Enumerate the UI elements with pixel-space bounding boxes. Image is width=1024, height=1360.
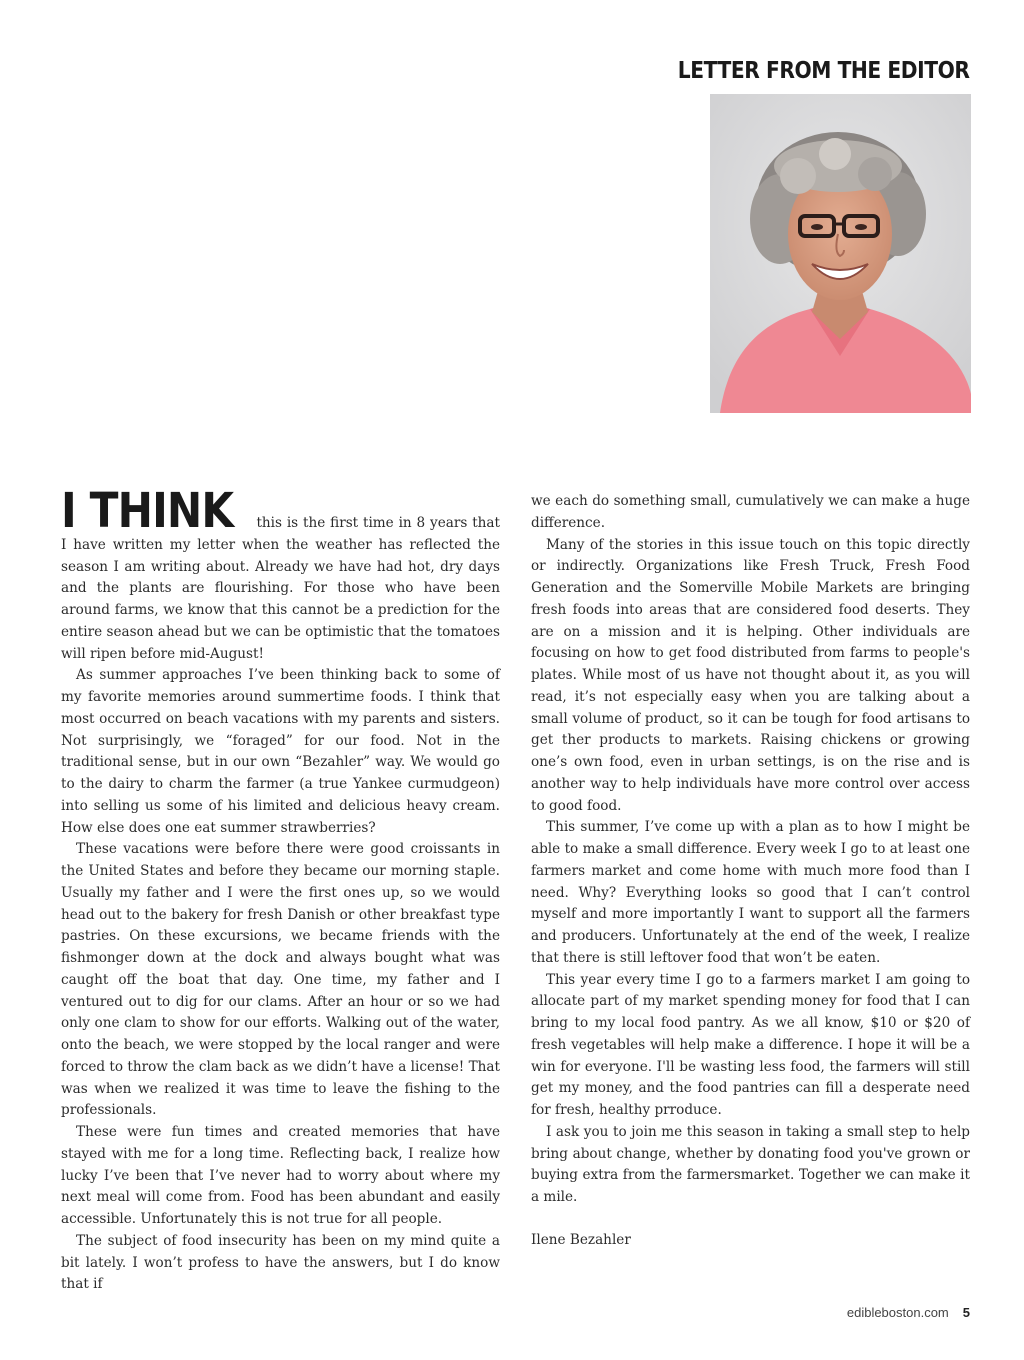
site-url: edibleboston.com — [846, 1305, 949, 1320]
article-column-right — [531, 491, 970, 1252]
section-title: LETTER FROM THE EDITOR — [678, 58, 970, 84]
article-paragraph: I ask you to join me this season in taking a small step to help bring about change, whether by donating food you've grown or buying extra from the farmersmarket. Together we can make it a mile. — [531, 1123, 970, 1205]
paragraph-text: this is the first time in 8 years that I have written my letter when the weather has reflected the season I am writing about. Already we have had hot, dry days and the plants are flourishing. For those who have been around farms, we know that this cannot be a prediction for the entire season ahead but we can be optimistic that the tomatoes will ripen before mid-August! — [61, 515, 500, 662]
article-paragraph: These vacations were before there were good croissants in the United States and before they became our morning staple. Usually my father and I were the first ones up, so we would head out to the bakery for fresh Danish or other breakfast type pastries. On these excursions, we became friends with the fishmonger down at the dock and always bought what was caught off the boat that day. One time, my father and I ventured out to dig for our clams. After an hour or so we had only one clam to show for our efforts. Walking out of the water, onto the beach, we were stopped by the local ranger and were forced to throw the clam back as we didn’t have a license! That was when we realized it was time to leave the fishing to the professionals. — [61, 841, 500, 1119]
article-paragraph: Many of the stories in this issue touch on this topic directly or indirectly. Organizations like Fresh Truck, Fresh Food Generation and the Somerville Mobile Markets are bringing fresh foods into areas that are considered food deserts. They are on a mission and it is helping. Other individuals are focusing on how to get food distributed from farms to people's plates. While most of us have not thought about it, as you will read, it’s not especially easy when you are talking about a small volume of product, so it can be tough for food artisans to get ther products to markets. Raising chickens or growing one’s own food, even in urban settings, is on the rise and is another way to help individuals have more control over access to good food. — [531, 536, 970, 814]
portrait-illustration — [710, 94, 971, 413]
author-signature: Ilene Bezahler — [531, 1231, 631, 1248]
article-paragraph: we each do something small, cumulatively we can make a huge difference. — [531, 493, 970, 531]
article-paragraph: The subject of food insecurity has been on my mind quite a bit lately. I won’t profess to have the answers, but I do know that if — [61, 1232, 500, 1293]
article-paragraph: These were fun times and created memories that have stayed with me for a long time. Reflecting back, I realize how lucky I’ve been that I’ve never had to worry about where my next meal will come from. Food has been abundant and easily accessible. Unfortunately this is not true for all people. — [61, 1124, 500, 1227]
article-paragraph — [61, 483, 500, 665]
editor-portrait-photo — [710, 94, 971, 413]
article-paragraph: This year every time I go to a farmers market I am going to allocate part of my market spending money for food that I can bring to my local food pantry. As we all know, $10 or $20 of fresh vegetables will help make a difference. I hope it will be a win for everyone. I'll be wasting less food, the farmers will still get my money, and the food pantries can fill a desperate need for fresh, healthy prroduce. — [531, 971, 970, 1118]
article-paragraph: This summer, I’ve come up with a plan as to how I might be able to make a small difference. Every week I go to at least one farmers market and come home with much more food than I need. Why? Everything looks so good that I can’t control myself and more importantly I want to support all the farmers and producers. Unfortunately at the end of the week, I realize that there is still leftover food that won’t be eaten. — [531, 819, 970, 966]
page-number: 5 — [962, 1305, 970, 1320]
article-column-left — [61, 483, 500, 1296]
page-footer — [847, 1305, 970, 1320]
article-paragraph: As summer approaches I’ve been thinking back to some of my favorite memories around summertime foods. I think that most occurred on beach vacations with my parents and sisters. Not surprisingly, we “foraged” for our food. Not in the traditional sense, but in our own “Bezahler” way. We would go to the dairy to charm the farmer (a true Yankee curmudgeon) into selling us some of his limited and delicious heavy cream. How else does one eat summer strawberries? — [61, 667, 500, 836]
lead-word: I THINK — [61, 483, 234, 539]
